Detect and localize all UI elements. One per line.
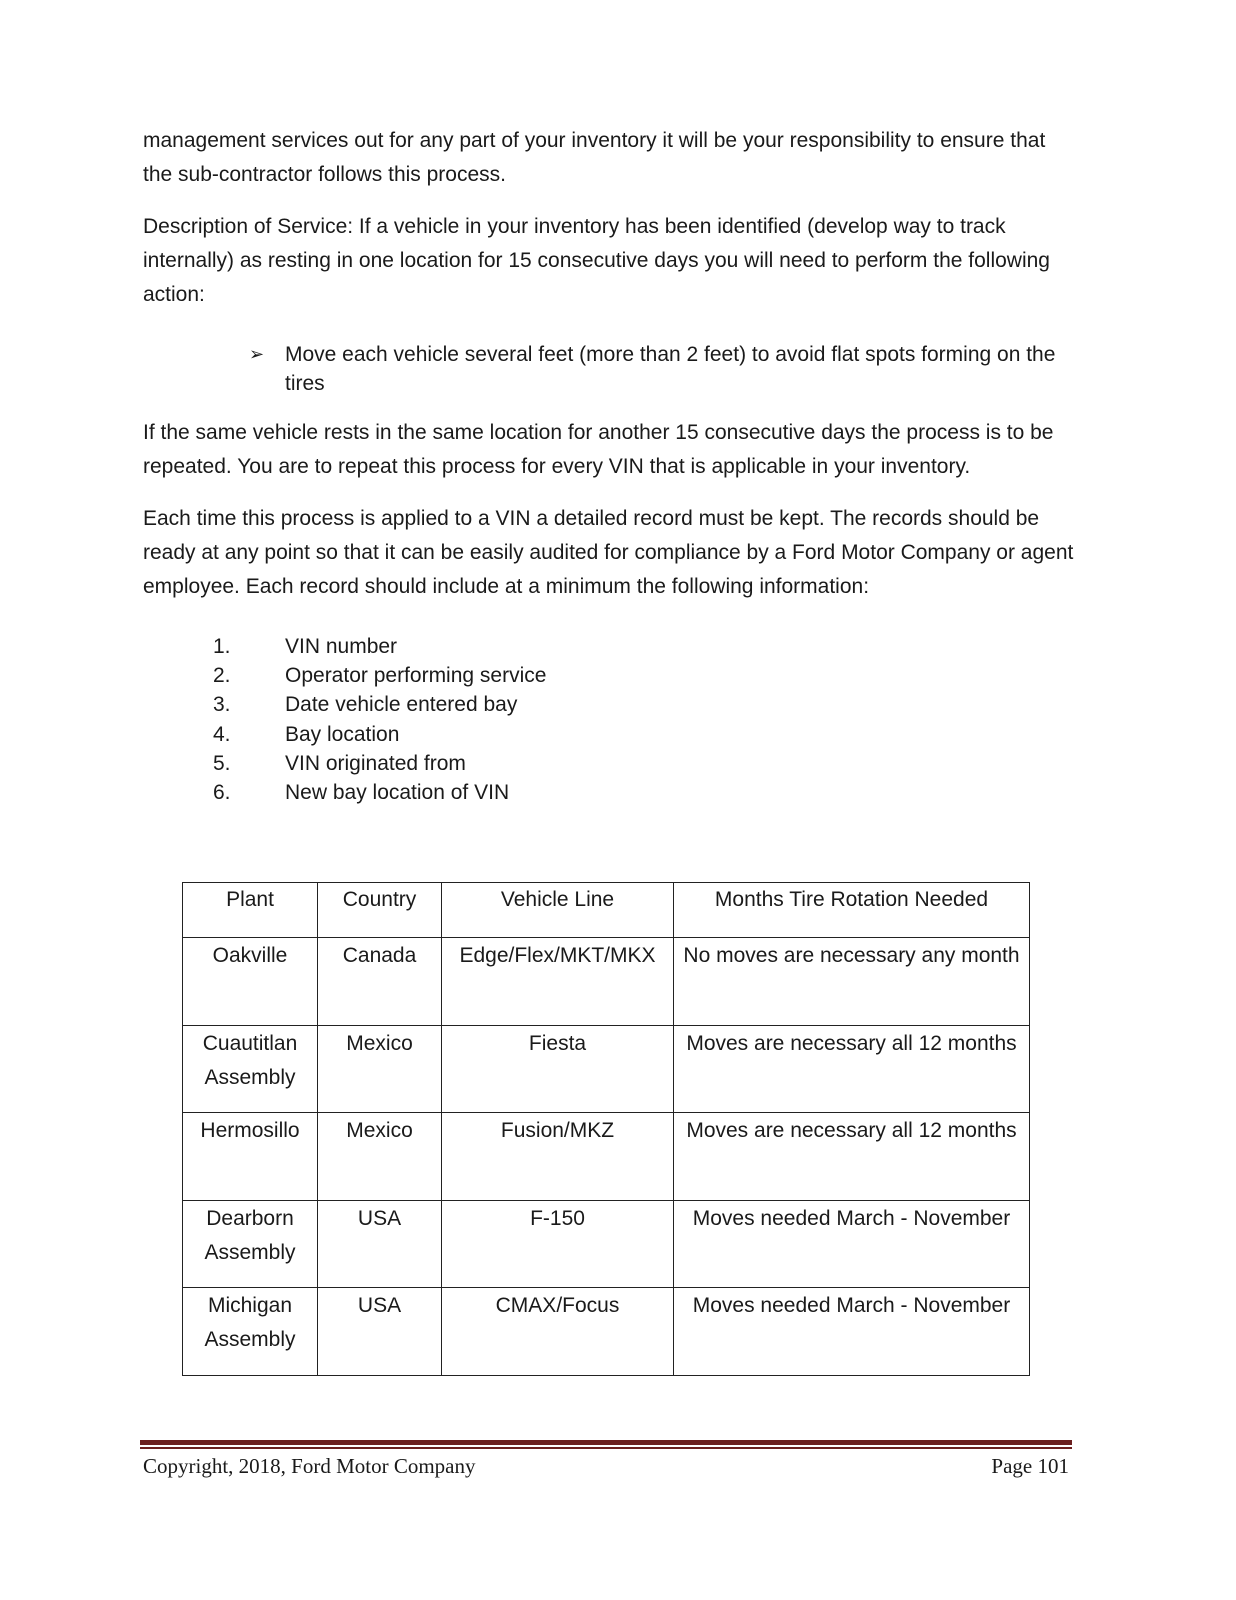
list-item: 6. New bay location of VIN (213, 780, 510, 804)
cell-country: USA (318, 1288, 442, 1376)
cell-country: Canada (318, 938, 442, 1026)
table-header-row (183, 883, 1030, 938)
action-bullet-text: Move each vehicle several feet (more than 2 feet) to avoid flat spots forming on the tires (285, 343, 1056, 395)
table-row (183, 938, 1030, 1026)
cell-vehicle-line: CMAX/Focus (442, 1288, 674, 1376)
cell-country: Mexico (318, 1113, 442, 1201)
tire-rotation-table (182, 882, 1030, 1376)
description-paragraph: Description of Service: If a vehicle in your inventory has been identified (develop way to track internally) as resting in one location for 15 consecutive days you will need to perform the following action: (143, 215, 1050, 306)
cell-plant: Oakville (183, 938, 318, 1026)
list-item: 2. Operator performing service (213, 664, 547, 688)
cell-plant: Dearborn Assembly (183, 1200, 318, 1288)
footer-page-number: Page 101 (991, 1454, 1069, 1478)
table-row (183, 1288, 1030, 1376)
header-vehicle-line: Vehicle Line (442, 883, 674, 938)
cell-months: Moves are necessary all 12 months (674, 1025, 1030, 1113)
cell-vehicle-line: Fiesta (442, 1025, 674, 1113)
footer-rule-thin (140, 1447, 1072, 1449)
cell-months: No moves are necessary any month (674, 938, 1030, 1026)
list-item: 5. VIN originated from (213, 751, 466, 775)
cell-plant: Cuautitlan Assembly (183, 1025, 318, 1113)
table-row (183, 1200, 1030, 1288)
cell-vehicle-line: Edge/Flex/MKT/MKX (442, 938, 674, 1026)
header-months: Months Tire Rotation Needed (674, 883, 1030, 938)
record-items-list (213, 632, 913, 807)
header-country: Country (318, 883, 442, 938)
intro-paragraph: management services out for any part of your inventory it will be your responsibility to ensure that the sub-contractor follows this process. (143, 129, 1046, 186)
repeat-paragraph: If the same vehicle rests in the same location for another 15 consecutive days the process is to be repeated. You are to repeat this process for every VIN that is applicable in your inventory. (143, 421, 1054, 478)
cell-vehicle-line: F-150 (442, 1200, 674, 1288)
table-row (183, 1025, 1030, 1113)
list-item: 4. Bay location (213, 722, 400, 746)
list-item: 1. VIN number (213, 635, 398, 658)
cell-months: Moves needed March - November (674, 1200, 1030, 1288)
list-item: 3. Date vehicle entered bay (213, 693, 518, 717)
cell-country: USA (318, 1200, 442, 1288)
cell-months: Moves needed March - November (674, 1288, 1030, 1376)
cell-vehicle-line: Fusion/MKZ (442, 1113, 674, 1201)
records-paragraph: Each time this process is applied to a VIN a detailed record must be kept. The records should be ready at any point so that it can be easily audited for compliance by a Ford Motor Company or agent employee. Each record should include at a minimum the following information: (143, 507, 1074, 598)
arrow-bullet-icon: ➢ (249, 344, 265, 364)
table-row (183, 1113, 1030, 1201)
cell-plant: Hermosillo (183, 1113, 318, 1201)
cell-plant: Michigan Assembly (183, 1288, 318, 1376)
footer-copyright: Copyright, 2018, Ford Motor Company (143, 1454, 476, 1478)
cell-months: Moves are necessary all 12 months (674, 1113, 1030, 1201)
header-plant: Plant (183, 883, 318, 938)
cell-country: Mexico (318, 1025, 442, 1113)
footer-rule (140, 1440, 1072, 1445)
